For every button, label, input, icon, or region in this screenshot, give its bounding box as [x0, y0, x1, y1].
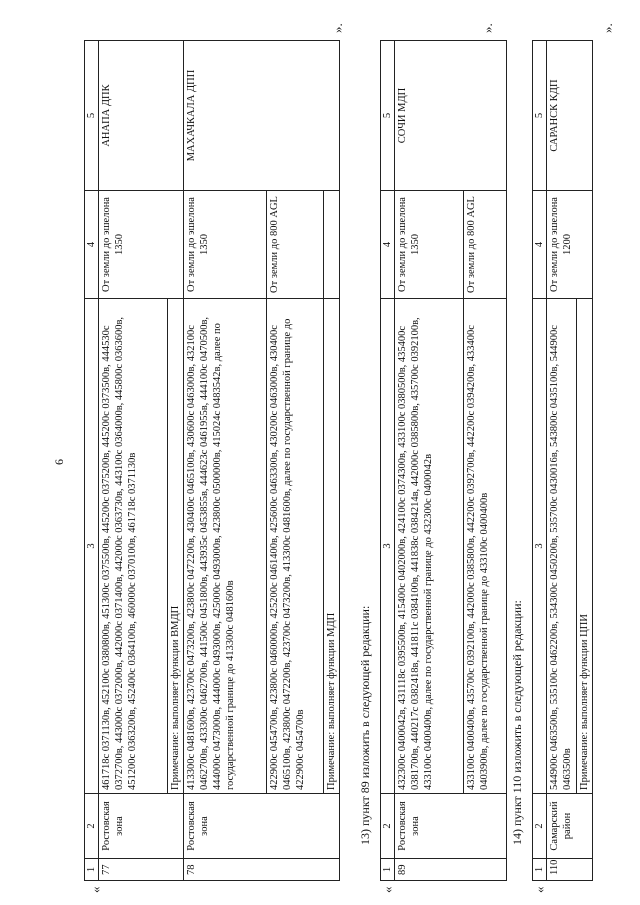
- altitude-cell: От земли до эшелона 1200: [547, 191, 593, 299]
- coordinates-cell: 544900с 0463500в, 535100с 0462200в, 534300с 0450200в, 535700с 0430016в, 543800с 0435100в, 544900с 0463500в: [547, 299, 577, 794]
- table-header-row: [381, 41, 395, 881]
- header-cell: 5: [533, 41, 547, 191]
- close-quote-2: ».: [480, 23, 495, 33]
- region-cell: Самарский район: [547, 794, 593, 859]
- header-cell: 5: [85, 41, 99, 191]
- altitude-cell: От земли до 800 AGL: [267, 191, 324, 299]
- header-cell: 1: [85, 859, 99, 881]
- empty-cell: [324, 191, 340, 299]
- header-cell: 3: [85, 299, 99, 794]
- header-cell: 2: [85, 794, 99, 859]
- table-header-row: [85, 41, 99, 881]
- unit-cell: СОЧИ МДП: [395, 41, 507, 191]
- region-cell: Ростовская зона: [99, 794, 184, 859]
- coordinates-cell: 433100с 0400400в, 435700с 0392100в, 442000с 0385800в, 442200с 0392700в, 442200с 0394200в, 433400с 0403900в, далее по государственной границе до 433100с 0400400в: [464, 299, 507, 794]
- header-cell: 2: [533, 794, 547, 859]
- coordinates-cell: 422900с 0454700в, 423800с 0460000в, 425200с 0461400в, 425600с 0463300в, 430200с 0463000в, 430400с 0465100в, 423800с 0472200в, 423700с 0473200в, 413300с 0481600в, далее по государственной границе до 422900с 0454700в: [267, 299, 324, 794]
- region-cell: Ростовская зона: [184, 794, 340, 859]
- coordinates-cell: 413300с 0481600в, 423700с 0473200в, 423800с 0472200в, 430400с 0465100в, 430600с 0463000в, 432100с 0462700в, 433300с 0462700в, 441500с 0451800в, 443935с 0453855в, 444623с 0461955в, 444100с 0470500в, 444000с 0473000в, 444000с 0493000в, 425000с 0493000в, 423800с 0500000в, 415024с 0483542в, далее по государственной границе до 413300с 0481600в: [184, 299, 267, 794]
- row-number: 89: [395, 859, 507, 881]
- close-quote-1: ».: [330, 23, 345, 33]
- paragraph-13: 13) пункт 89 изложить в следующей редакции:: [358, 605, 372, 845]
- region-cell: Ростовская зона: [395, 794, 507, 859]
- coordinates-cell: 461718с 0371130в, 452100с 0380800в, 451300с 0375500в, 445200с 0375200в, 445200с 0373500в, 444530с 0372700в, 443000с 0372000в, 442000с 0371400в, 442000с 0363730в, 443100с 0364000в, 445800с 0363600в, 451200с 0363200в, 452400с 0364100в, 460000с 0370100в, 461718с 0371130в: [99, 299, 168, 794]
- airspace-table-1: [84, 40, 340, 881]
- airspace-table-3: [532, 40, 593, 881]
- altitude-cell: От земли до эшелона 1350: [99, 191, 184, 299]
- table-row: [99, 41, 168, 881]
- header-cell: 2: [381, 794, 395, 859]
- row-number: 78: [184, 859, 340, 881]
- table-header-row: [533, 41, 547, 881]
- note-cell: Примечание: выполняет функции ВМДП: [168, 299, 184, 794]
- airspace-table-2: [380, 40, 507, 881]
- open-quote-1: «: [88, 886, 103, 893]
- row-number: 110: [547, 859, 593, 881]
- header-cell: 1: [381, 859, 395, 881]
- header-cell: 4: [85, 191, 99, 299]
- unit-cell: АНАПА ДПК: [99, 41, 184, 191]
- header-cell: 4: [533, 191, 547, 299]
- header-cell: 1: [533, 859, 547, 881]
- page-number: 6: [52, 459, 66, 465]
- altitude-cell: От земли до эшелона 1350: [395, 191, 464, 299]
- table-row: [547, 41, 577, 881]
- row-number: 77: [99, 859, 184, 881]
- table-row: [184, 41, 267, 881]
- open-quote-2: «: [380, 886, 395, 893]
- altitude-cell: От земли до эшелона 1350: [184, 191, 267, 299]
- note-cell: Примечание: выполняет функции МДП: [324, 299, 340, 794]
- header-cell: 5: [381, 41, 395, 191]
- coordinates-cell: 432300с 0400042в, 431118с 0395500в, 415400с 0402000в, 424100с 0374300в, 433100с 0380500в, 435400с 0381700в, 440217с 0382418в, 441811с 0384100в, 441838с 0384214в, 442000с 0385800в, 435700с 0392100в, 433100с 0400400в, далее по государственной границе до 432300с 0400042в: [395, 299, 464, 794]
- altitude-cell: От земли до 800 AGL: [464, 191, 507, 299]
- table-row: [395, 41, 464, 881]
- close-quote-3: ».: [600, 23, 615, 33]
- header-cell: 3: [533, 299, 547, 794]
- open-quote-3: «: [532, 886, 547, 893]
- note-cell: Примечание: выполняет функции ЦПИ: [577, 299, 593, 794]
- header-cell: 3: [381, 299, 395, 794]
- header-cell: 4: [381, 191, 395, 299]
- paragraph-14: 14) пункт 110 изложить в следующей редакции:: [510, 600, 524, 845]
- unit-cell: МАХАЧКАЛА ДПП: [184, 41, 340, 191]
- unit-cell: САРАНСК КДП: [547, 41, 593, 191]
